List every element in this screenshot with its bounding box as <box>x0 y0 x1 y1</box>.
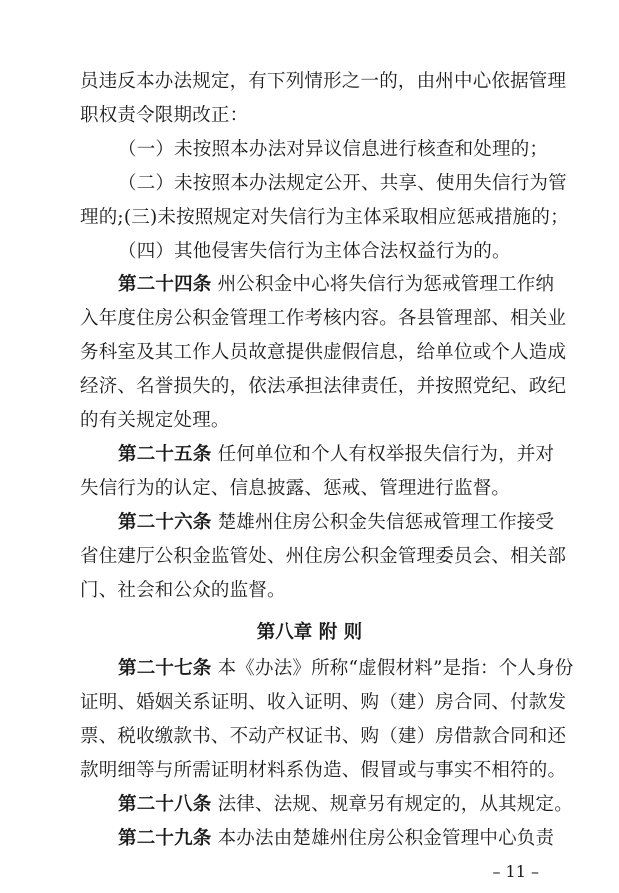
text-line: 经济、名誉损失的，依法承担法律责任，并按照党纪、政纪 <box>80 376 567 397</box>
text-line: 失信行为的认定、信息披露、惩戒、管理进行监督。 <box>80 478 511 499</box>
article-number: 第二十五条 <box>118 444 212 465</box>
text-line: 员违反本办法规定，有下列情形之一的，由州中心依据管理 <box>80 71 567 92</box>
article-24 <box>118 272 555 298</box>
article-number: 第二十四条 <box>118 274 212 295</box>
text-line: 入年度住房公积金管理工作考核内容。各县管理部、相关业 <box>80 308 567 329</box>
article-text: 本《办法》所称“虚假材料”是指：个人身份 <box>217 658 574 679</box>
article-number: 第二十九条 <box>118 828 212 849</box>
text-line: 款明细等与所需证明材料系伪造、假冒或与事实不相符的。 <box>80 760 567 781</box>
text-line: 票、税收缴款书、不动产权证书、购（建）房借款合同和还 <box>80 726 567 747</box>
article-text: 法律、法规、规章另有规定的，从其规定。 <box>217 794 573 815</box>
text-line: 门、社会和公众的监督。 <box>80 580 286 601</box>
text-line: 务科室及其工作人员故意提供虚假信息，给单位或个人造成 <box>80 342 567 363</box>
article-text: 任何单位和个人有权举报失信行为，并对 <box>217 444 555 465</box>
article-25 <box>118 442 555 468</box>
text-line: 省住建厅公积金监管处、州住房公积金管理委员会、相关部 <box>80 546 567 567</box>
article-29 <box>118 826 555 852</box>
article-number: 第二十七条 <box>118 658 212 679</box>
list-item: （二）未按照本办法规定公开、共享、使用失信行为管 <box>118 173 567 194</box>
article-text: 楚雄州住房公积金失信惩戒管理工作接受 <box>217 512 555 533</box>
article-number: 第二十六条 <box>118 512 212 533</box>
text-line: 证明、婚姻关系证明、收入证明、购（建）房合同、付款发 <box>80 692 567 713</box>
chapter-heading: 第八章 附 则 <box>256 622 363 643</box>
list-item-continuation: 理的;(三)未按照规定对失信行为主体采取相应惩戒措施的； <box>80 207 569 228</box>
list-item: （一）未按照本办法对异议信息进行核查和处理的； <box>118 139 549 160</box>
text-line: 职权责令限期改正： <box>80 105 249 126</box>
list-item: （四）其他侵害失信行为主体合法权益行为的。 <box>118 241 511 262</box>
article-28 <box>118 792 573 818</box>
article-27 <box>118 656 574 682</box>
text-line: 的有关规定处理。 <box>80 410 230 431</box>
article-26 <box>118 510 555 536</box>
article-text: 州公积金中心将失信行为惩戒管理工作纳 <box>217 274 555 295</box>
article-text: 本办法由楚雄州住房公积金管理中心负责 <box>217 828 555 849</box>
article-number: 第二十八条 <box>118 794 212 815</box>
page-number: – 11 – <box>492 862 539 881</box>
